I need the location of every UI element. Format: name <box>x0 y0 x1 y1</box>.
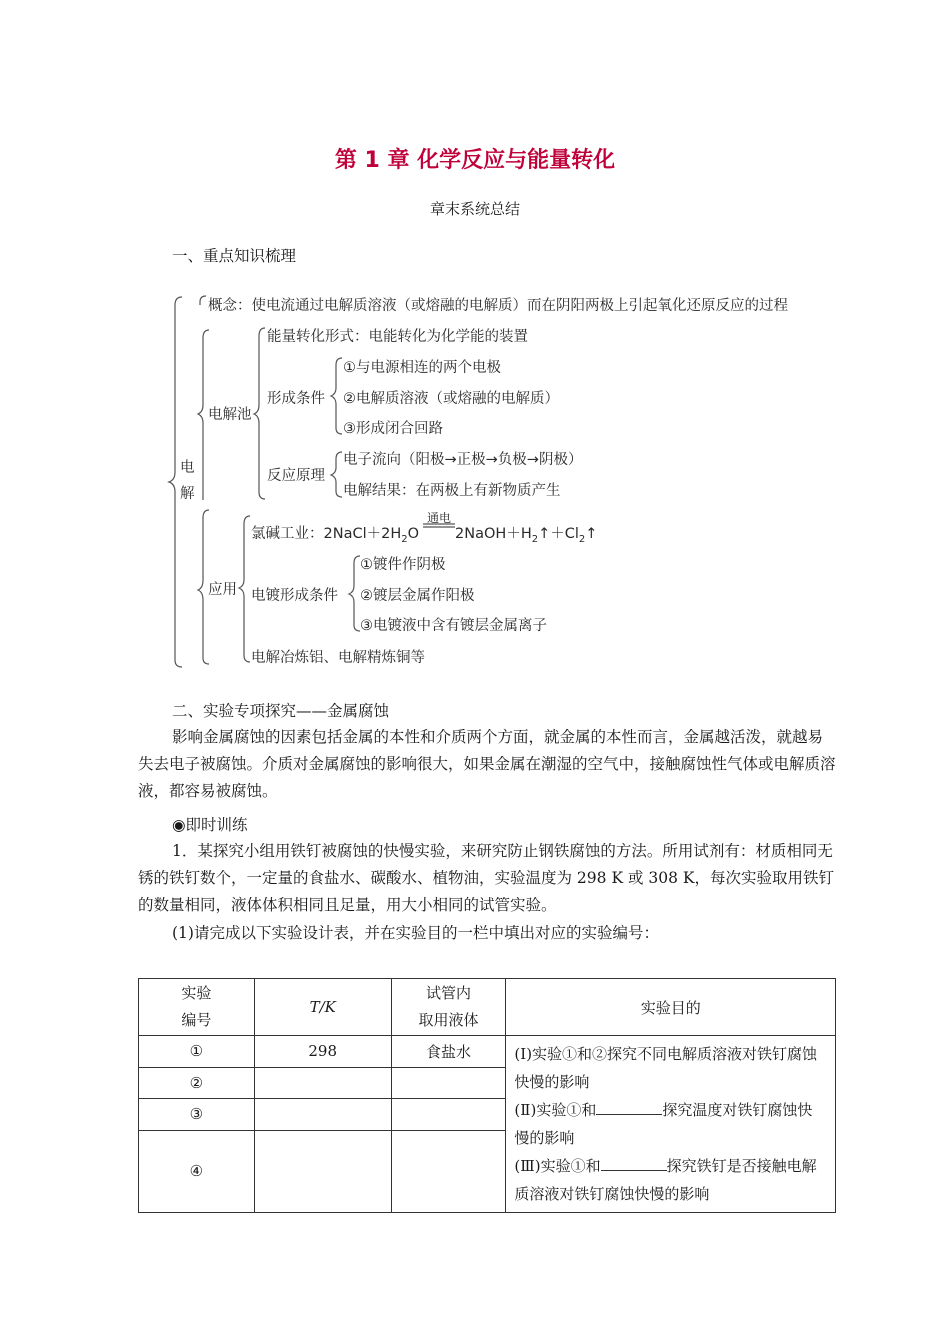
diagram-electron-flow: 电子流向（阳极→正极→负极→阴极） <box>343 452 583 468</box>
row-liquid-blank[interactable] <box>391 1067 506 1099</box>
purpose-2-prefix: (Ⅱ)实验①和 <box>514 1101 597 1119</box>
section-heading-2: 二、实验专项探究——金属腐蚀 <box>172 702 390 720</box>
diagram-plating-1: ①镀件作阴极 <box>360 557 446 573</box>
purpose-1: (Ⅰ)实验①和②探究不同电解质溶液对铁钉腐蚀快慢的影响 <box>514 1045 818 1091</box>
diagram-root-label: 电 解 <box>180 460 195 502</box>
diagram-smelting: 电解冶炼铝、电解精炼铜等 <box>251 650 425 666</box>
header-temp: T/K <box>254 979 391 1036</box>
chlor-alkali-reactants: 氯碱工业：2NaCl＋2H <box>251 526 402 542</box>
diagram-principle: 反应原理 <box>267 468 325 484</box>
section-heading-1: 一、重点知识梳理 <box>172 247 297 265</box>
row-liquid: 食盐水 <box>391 1036 506 1068</box>
diagram-electrolytic-cell: 电解池 <box>208 407 252 423</box>
diagram-condition-1: ①与电源相连的两个电极 <box>343 360 501 376</box>
purpose-3-blank[interactable] <box>601 1156 667 1171</box>
row-id: ④ <box>139 1130 255 1212</box>
paragraph-corrosion: 影响金属腐蚀的因素包括金属的本性和介质两个方面，就金属的本性而言，金属越活泼，就越易失去电子被腐蚀。介质对金属腐蚀的影响很大，如果金属在潮湿的空气中，接触腐蚀性气体或电解质溶液，都容易被腐蚀。 <box>138 728 836 800</box>
chlor-alkali-products: 2NaOH＋H <box>455 526 532 542</box>
row-id: ① <box>139 1036 255 1068</box>
question-1: 1．某探究小组用铁钉被腐蚀的快慢实验，来研究防止钢铁腐蚀的方法。所用试剂有：材质相同无锈的铁钉数个，一定量的食盐水、碳酸水、植物油，实验温度为 298 K 或 308 K，每次实验取用铁钉的数量相同，液体体积相同且足量，用大小相同的试管实验。 <box>138 842 834 914</box>
table-header-row <box>139 979 836 1036</box>
header-purpose: 实验目的 <box>506 979 836 1036</box>
purpose-3 <box>514 1152 827 1208</box>
row-temp-blank[interactable] <box>254 1130 391 1212</box>
diagram-conditions: 形成条件 <box>267 391 325 407</box>
purpose-3-suffix: 探究铁钉是否接触电解质溶液对铁钉腐蚀快慢的影响 <box>514 1157 817 1203</box>
purpose-cell <box>506 1036 836 1213</box>
diagram-electrolysis-condition: 通电 <box>427 511 452 525</box>
header-liquid-line2: 取用液体 <box>418 1011 479 1029</box>
purpose-2-suffix: 探究温度对铁钉腐蚀快慢的影响 <box>514 1101 813 1147</box>
header-id <box>139 979 255 1036</box>
practice-heading: ◉即时训练 <box>172 816 248 834</box>
header-id-line1: 实验 <box>181 984 212 1002</box>
diagram-plating-2: ②镀层金属作阳极 <box>360 588 475 604</box>
diagram-application: 应用 <box>208 582 237 598</box>
row-temp: 298 <box>254 1036 391 1068</box>
header-liquid <box>391 979 506 1036</box>
purpose-3-prefix: (Ⅲ)实验①和 <box>514 1157 601 1175</box>
purpose-2 <box>514 1096 827 1152</box>
diagram-condition-3: ③形成闭合回路 <box>343 421 443 437</box>
header-liquid-line1: 试管内 <box>426 984 472 1002</box>
row-liquid-blank[interactable] <box>391 1099 506 1131</box>
table-row <box>139 1036 836 1068</box>
row-id: ② <box>139 1067 255 1099</box>
row-temp-blank[interactable] <box>254 1067 391 1099</box>
row-id: ③ <box>139 1099 255 1131</box>
purpose-2-blank[interactable] <box>596 1100 662 1115</box>
diagram-plating-conditions: 电镀形成条件 <box>251 588 338 604</box>
row-temp-blank[interactable] <box>254 1099 391 1131</box>
diagram-condition-2: ②电解质溶液（或熔融的电解质） <box>343 391 559 407</box>
page-title: 第 1 章 化学反应与能量转化 <box>334 148 616 173</box>
diagram-result: 电解结果：在两极上有新物质产生 <box>343 483 561 499</box>
experiment-table <box>138 978 836 1213</box>
question-1-part-1: (1)请完成以下实验设计表，并在实验目的一栏中填出对应的实验编号： <box>172 924 659 942</box>
diagram-energy-form: 能量转化形式：电能转化为化学能的装置 <box>267 329 528 345</box>
diagram-plating-3: ③电镀液中含有镀层金属离子 <box>360 618 547 634</box>
diagram-chlor-alkali: 氯碱工业：$2NaCl+2H_2O$ $2NaOH+H_2↑+Cl_2↑$ <box>251 526 598 545</box>
row-liquid-blank[interactable] <box>391 1130 506 1212</box>
diagram-concept: 概念：使电流通过电解质溶液（或熔融的电解质）而在阴阳两极上引起氧化还原反应的过程 <box>208 298 788 314</box>
header-id-line2: 编号 <box>181 1011 212 1029</box>
page-subtitle: 章末系统总结 <box>429 200 520 218</box>
